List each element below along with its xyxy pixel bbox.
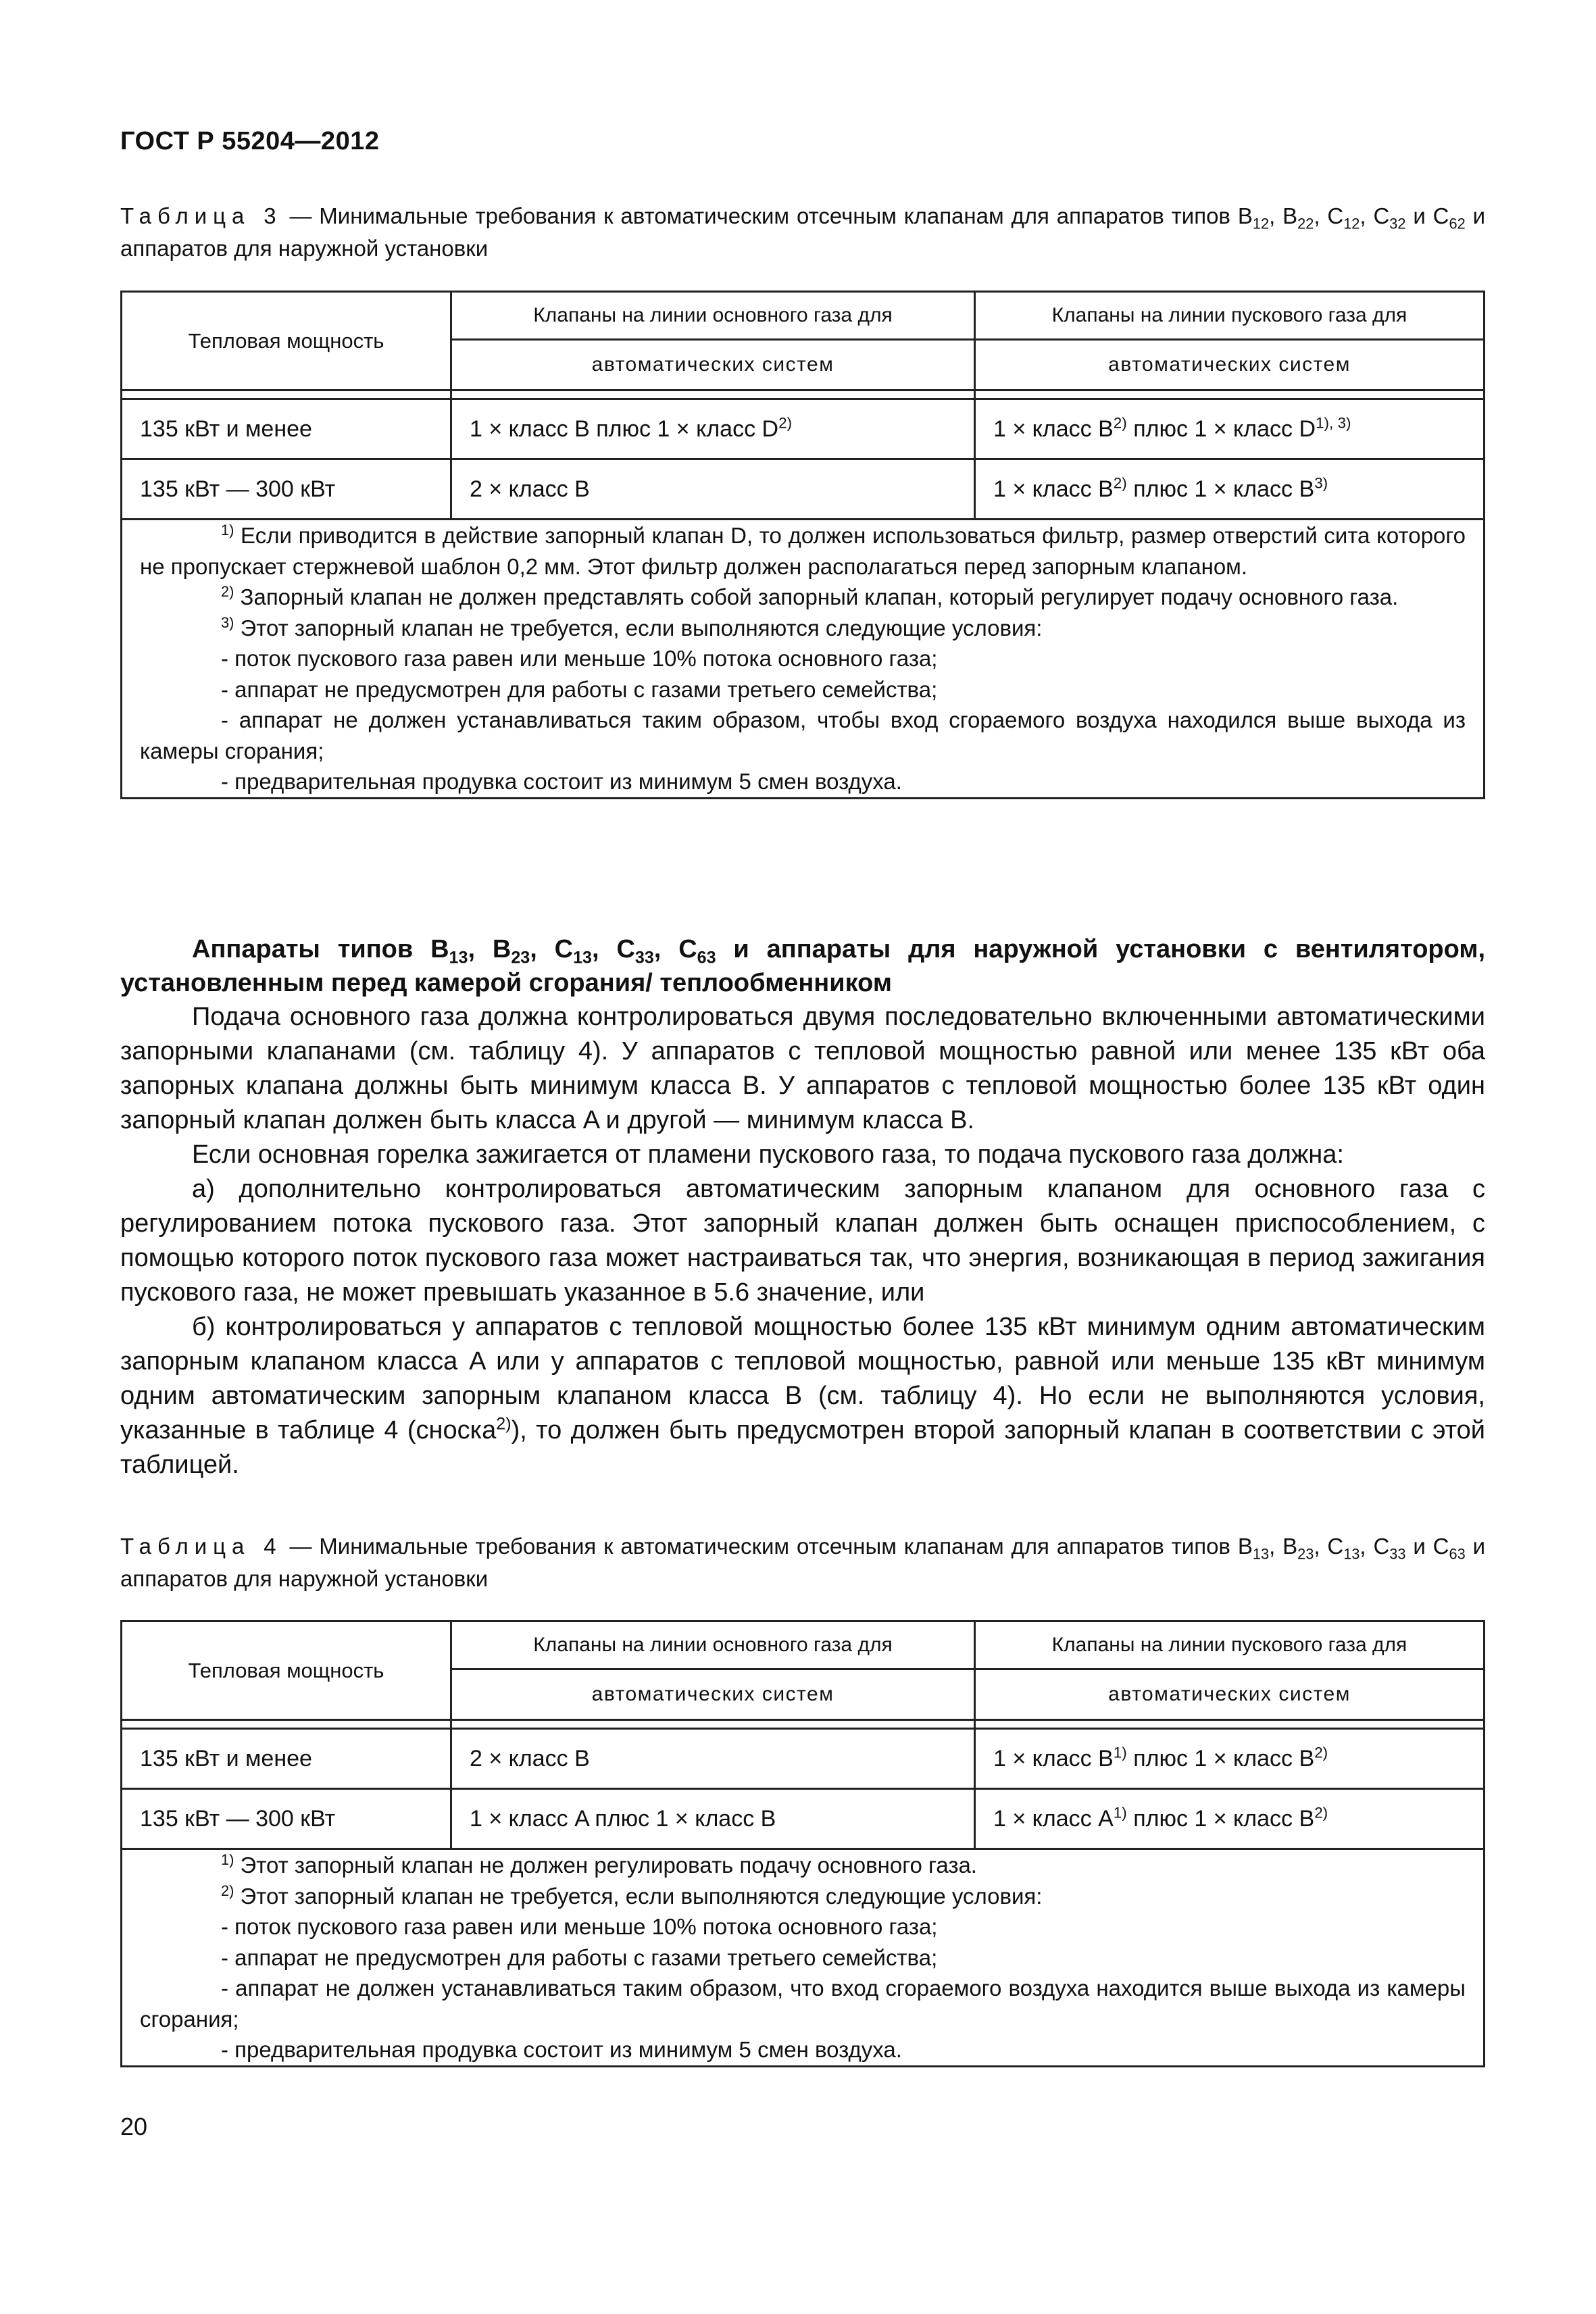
footnote: - поток пускового газа равен или меньше 10% потока основного газа; xyxy=(221,1914,938,1939)
table3-caption-tail: и аппаратов для наружной установки xyxy=(120,203,1486,261)
page-number: 20 xyxy=(120,2113,148,2140)
table3-cell-pilot: 1 × класс $B^{2)}$ плюс 1 × класс $D^{1), 3)}$ xyxy=(975,399,1485,459)
table3-caption-label: Таблица 3 xyxy=(120,203,282,228)
footnote: - поток пускового газа равен или меньше 10% потока основного газа; xyxy=(221,646,938,671)
type-subscript: 13 xyxy=(449,948,468,967)
footnote: $^{3)}$ Этот запорный клапан не требуется, если выполняются следующие условия: xyxy=(221,613,1043,640)
footnote: - аппарат не предусмотрен для работы с газами третьего семейства; xyxy=(221,1944,938,1970)
table4-head-pilot-sub: автоматических систем xyxy=(975,1669,1485,1720)
footnote: - предварительная продувка состоит из минимум 5 смен воздуха. xyxy=(221,769,902,794)
footnote: $^{1)}$ Если приводится в действие запорный клапан D, то должен использоваться фильтр, размер отверстий сита которого не пропускает стержневой шаблон 0,2 мм. Этот фильтр должен располагаться перед запорным клапаном. xyxy=(140,522,1466,579)
type-subscript: 13 xyxy=(573,948,593,967)
table4-head-main-sub: автоматических систем xyxy=(451,1669,975,1720)
type-subscript: 33 xyxy=(1389,1545,1406,1563)
footnote: $^{2)}$ Запорный клапан не должен представлять собой запорный клапан, который регулирует подачу основного газа. xyxy=(221,583,1399,609)
table4-head-pilot: Клапаны на линии пускового газа для xyxy=(975,1621,1485,1669)
type-subscript: 23 xyxy=(1297,1545,1314,1563)
table3-head-main: Клапаны на линии основного газа для xyxy=(451,292,975,340)
type-subscript: 23 xyxy=(511,948,530,967)
paragraph: Подача основного газа должна контролироваться двумя последовательно включенными автоматическими запорными клапанами (см. таблицу 4). У аппаратов с тепловой мощностью равной или менее 135 кВт оба запорных клапана должны быть минимум класса B. У аппаратов с тепловой мощностью более 135 кВт один запорный клапан должен быть класса A и другой — минимум класса B. xyxy=(120,1003,1485,1134)
footnote: $^{1)}$ Этот запорный клапан не должен регулировать подачу основного газа. xyxy=(221,1851,977,1878)
table3-caption-types: $B_{12}$, $B_{22}$, $C_{12}$, $C_{32}$ и $C_{62}$ xyxy=(1237,203,1466,232)
document-header: ГОСТ Р 55204—2012 xyxy=(120,127,380,155)
table4-cell-pilot: 1 × класс $A^{1)}$ плюс 1 × класс $B^{2)}$ xyxy=(975,1789,1485,1849)
table3-cell-power: 135 кВт — 300 кВт xyxy=(122,459,451,520)
table-row xyxy=(122,459,1485,520)
type-subscript: 33 xyxy=(634,948,654,967)
table4-head-main: Клапаны на линии основного газа для xyxy=(451,1621,975,1669)
table4-cell-main: 2 × класс B xyxy=(451,1729,975,1789)
table4-cell-main: 1 × класс A плюс 1 × класс B xyxy=(451,1789,975,1849)
table3-cell-power: 135 кВт и менее xyxy=(122,399,451,459)
paragraph: Если основная горелка зажигается от пламени пускового газа, то подача пускового газа должна: xyxy=(192,1140,1344,1169)
table4-cell-power: 135 кВт и менее xyxy=(122,1729,451,1789)
paragraph: б) контролироваться у аппаратов с тепловой мощностью более 135 кВт минимум одним автоматическим запорным клапаном класса A или у аппаратов с тепловой мощностью, равной или меньше 135 кВт минимум одним автоматическим запорным клапаном класса B (см. таблицу 4). Но если не выполняются условия, указанные в таблице 4 (сноска$^{2)}$), то должен быть предусмотрен второй запорный клапан в соответствии с этой таблицей. xyxy=(120,1313,1485,1479)
type-subscript: 32 xyxy=(1389,215,1406,232)
table3-cell-pilot: 1 × класс $B^{2)}$ плюс 1 × класс $B^{3)}$ xyxy=(975,459,1485,520)
table3-cell-main: 1 × класс B плюс 1 × класс $D^{2)}$ xyxy=(451,399,975,459)
footnote: $^{2)}$ Этот запорный клапан не требуется, если выполняются следующие условия: xyxy=(221,1882,1043,1909)
table4 xyxy=(120,1620,1485,2067)
footnote: - аппарат не предусмотрен для работы с газами третьего семейства; xyxy=(221,676,938,702)
table3-footnotes xyxy=(122,520,1485,799)
table3-head-main-sub: автоматических систем xyxy=(451,340,975,391)
table4-caption-types: $B_{13}$, $B_{23}$, $C_{13}$, $C_{33}$ и $C_{63}$ xyxy=(1237,1534,1466,1563)
table4-footnotes xyxy=(122,1849,1485,2067)
table4-head-power: Тепловая мощность xyxy=(122,1621,451,1720)
section-heading: Аппараты типов $B_{13}$, $B_{23}$, $C_{13}$, $C_{33}$, $C_{63}$ и аппараты для наружной установки с вентилятором, установленным перед камерой сгорания/ теплообменником xyxy=(120,935,1486,997)
footnote: - предварительная продувка состоит из минимум 5 смен воздуха. xyxy=(221,2037,902,2062)
type-subscript: 12 xyxy=(1343,215,1360,232)
table4-caption-label: Таблица 4 xyxy=(120,1534,282,1559)
table3-head-power: Тепловая мощность xyxy=(122,292,451,391)
table3-caption xyxy=(120,200,1485,265)
type-subscript: 22 xyxy=(1297,215,1314,232)
table-row xyxy=(122,399,1485,459)
table4-cell-power: 135 кВт — 300 кВт xyxy=(122,1789,451,1849)
type-subscript: 13 xyxy=(1252,1545,1270,1563)
document-page xyxy=(120,0,1485,2314)
footnote: - аппарат не должен устанавливаться таким образом, что вход сгораемого воздуха находится выше выхода из камеры сгорания; xyxy=(140,1976,1466,2032)
table-row xyxy=(122,1789,1485,1849)
type-subscript: 62 xyxy=(1449,215,1466,232)
paragraph: а) дополнительно контролироваться автоматическим запорным клапаном для основного газа с регулированием потока пускового газа. Этот запорный клапан должен быть оснащен приспособлением, с помощью которого поток пускового газа может настраиваться так, что энергия, возникающая в период зажигания пускового газа, не может превышать указанное в 5.6 значение, или xyxy=(120,1175,1485,1307)
section-body xyxy=(120,932,1485,1482)
table3-caption-text: — Минимальные требования к автоматическим отсечным клапанам для аппаратов типов xyxy=(282,203,1238,228)
table3-head-pilot-sub: автоматических систем xyxy=(975,340,1485,391)
table3-cell-main: 2 × класс B xyxy=(451,459,975,520)
table4-cell-pilot: 1 × класс $B^{1)}$ плюс 1 × класс $B^{2)}$ xyxy=(975,1729,1485,1789)
table4-caption-text: — Минимальные требования к автоматическим отсечным клапанам для аппаратов типов xyxy=(282,1534,1238,1559)
type-subscript: 63 xyxy=(1449,1545,1466,1563)
type-subscript: 63 xyxy=(697,948,716,967)
table4-caption xyxy=(120,1530,1485,1595)
table4-caption-tail: и аппаратов для наружной установки xyxy=(120,1534,1486,1591)
table3-head-pilot: Клапаны на линии пускового газа для xyxy=(975,292,1485,340)
type-subscript: 12 xyxy=(1252,215,1270,232)
table3 xyxy=(120,291,1485,799)
footnote: - аппарат не должен устанавливаться таким образом, чтобы вход сгораемого воздуха находился выше выхода из камеры сгорания; xyxy=(140,707,1466,763)
table-row xyxy=(122,1729,1485,1789)
type-subscript: 13 xyxy=(1343,1545,1360,1563)
